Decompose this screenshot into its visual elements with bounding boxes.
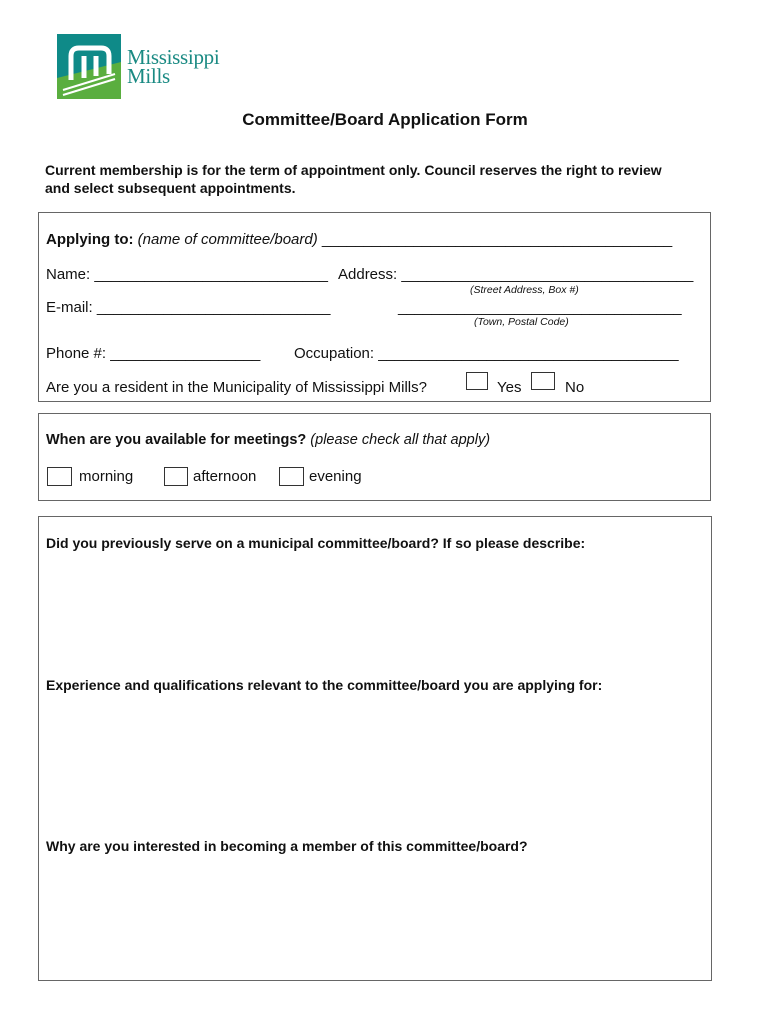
previous-service-question: Did you previously serve on a municipal committee/board? If so please describe: [46, 535, 586, 551]
logo-line-1: Mississippi [127, 45, 220, 69]
phone-row [46, 345, 260, 362]
email-field[interactable]: ____________________________ [92, 299, 331, 316]
mississippi-mills-logo [57, 34, 227, 102]
availability-hint: (please check all that apply) [310, 432, 491, 448]
resident-yes-checkbox[interactable] [466, 372, 488, 390]
name-label: Name: [46, 266, 91, 283]
previous-service-answer-area[interactable] [46, 556, 702, 674]
interest-answer-area[interactable] [46, 860, 702, 975]
address-label: Address: [338, 266, 398, 283]
applying-to-label: Applying to: [46, 231, 134, 248]
afternoon-checkbox[interactable] [164, 467, 188, 486]
phone-label: Phone #: [46, 345, 107, 362]
morning-label: morning [79, 468, 134, 485]
applying-to-hint: (name of committee/board) [137, 231, 318, 248]
resident-question: Are you a resident in the Municipality of Mississippi Mills? [46, 379, 427, 396]
applying-to-field[interactable]: __________________________________________ [317, 231, 673, 248]
phone-field[interactable]: __________________ [106, 345, 261, 362]
resident-yes-label: Yes [497, 379, 522, 396]
email-label: E-mail: [46, 299, 93, 316]
town-caption: (Town, Postal Code) [474, 316, 569, 328]
interest-question: Why are you interested in becoming a member of this committee/board? [46, 838, 528, 854]
applying-to-row [46, 231, 672, 248]
address-row [338, 266, 693, 283]
street-caption: (Street Address, Box #) [470, 284, 579, 296]
resident-no-checkbox[interactable] [531, 372, 555, 390]
mississippi-mills-logo-mark [57, 34, 121, 99]
resident-no-label: No [565, 379, 585, 396]
page-title: Committee/Board Application Form [242, 110, 528, 129]
town-field[interactable]: __________________________________ [398, 299, 682, 316]
experience-answer-area[interactable] [46, 698, 702, 836]
name-field[interactable]: ____________________________ [90, 266, 328, 283]
availability-question: When are you available for meetings? [46, 432, 307, 448]
availability-section [38, 413, 711, 501]
evening-checkbox[interactable] [279, 467, 304, 486]
availability-row [46, 432, 490, 448]
logo-line-2: Mills [127, 64, 170, 88]
intro-text: Current membership is for the term of appointment only. Council reserves the right to review and select subsequent appointments. [45, 162, 662, 196]
occupation-row [294, 345, 679, 362]
afternoon-label: afternoon [193, 468, 257, 485]
email-row [46, 299, 330, 316]
name-row [46, 266, 328, 283]
experience-question: Experience and qualifications relevant to the committee/board you are applying for: [46, 677, 603, 693]
address-field[interactable]: ___________________________________ [397, 266, 694, 283]
occupation-label: Occupation: [294, 345, 375, 362]
morning-checkbox[interactable] [47, 467, 72, 486]
occupation-field[interactable]: ____________________________________ [374, 345, 679, 362]
evening-label: evening [309, 468, 362, 485]
logo-wordmark [127, 45, 220, 88]
